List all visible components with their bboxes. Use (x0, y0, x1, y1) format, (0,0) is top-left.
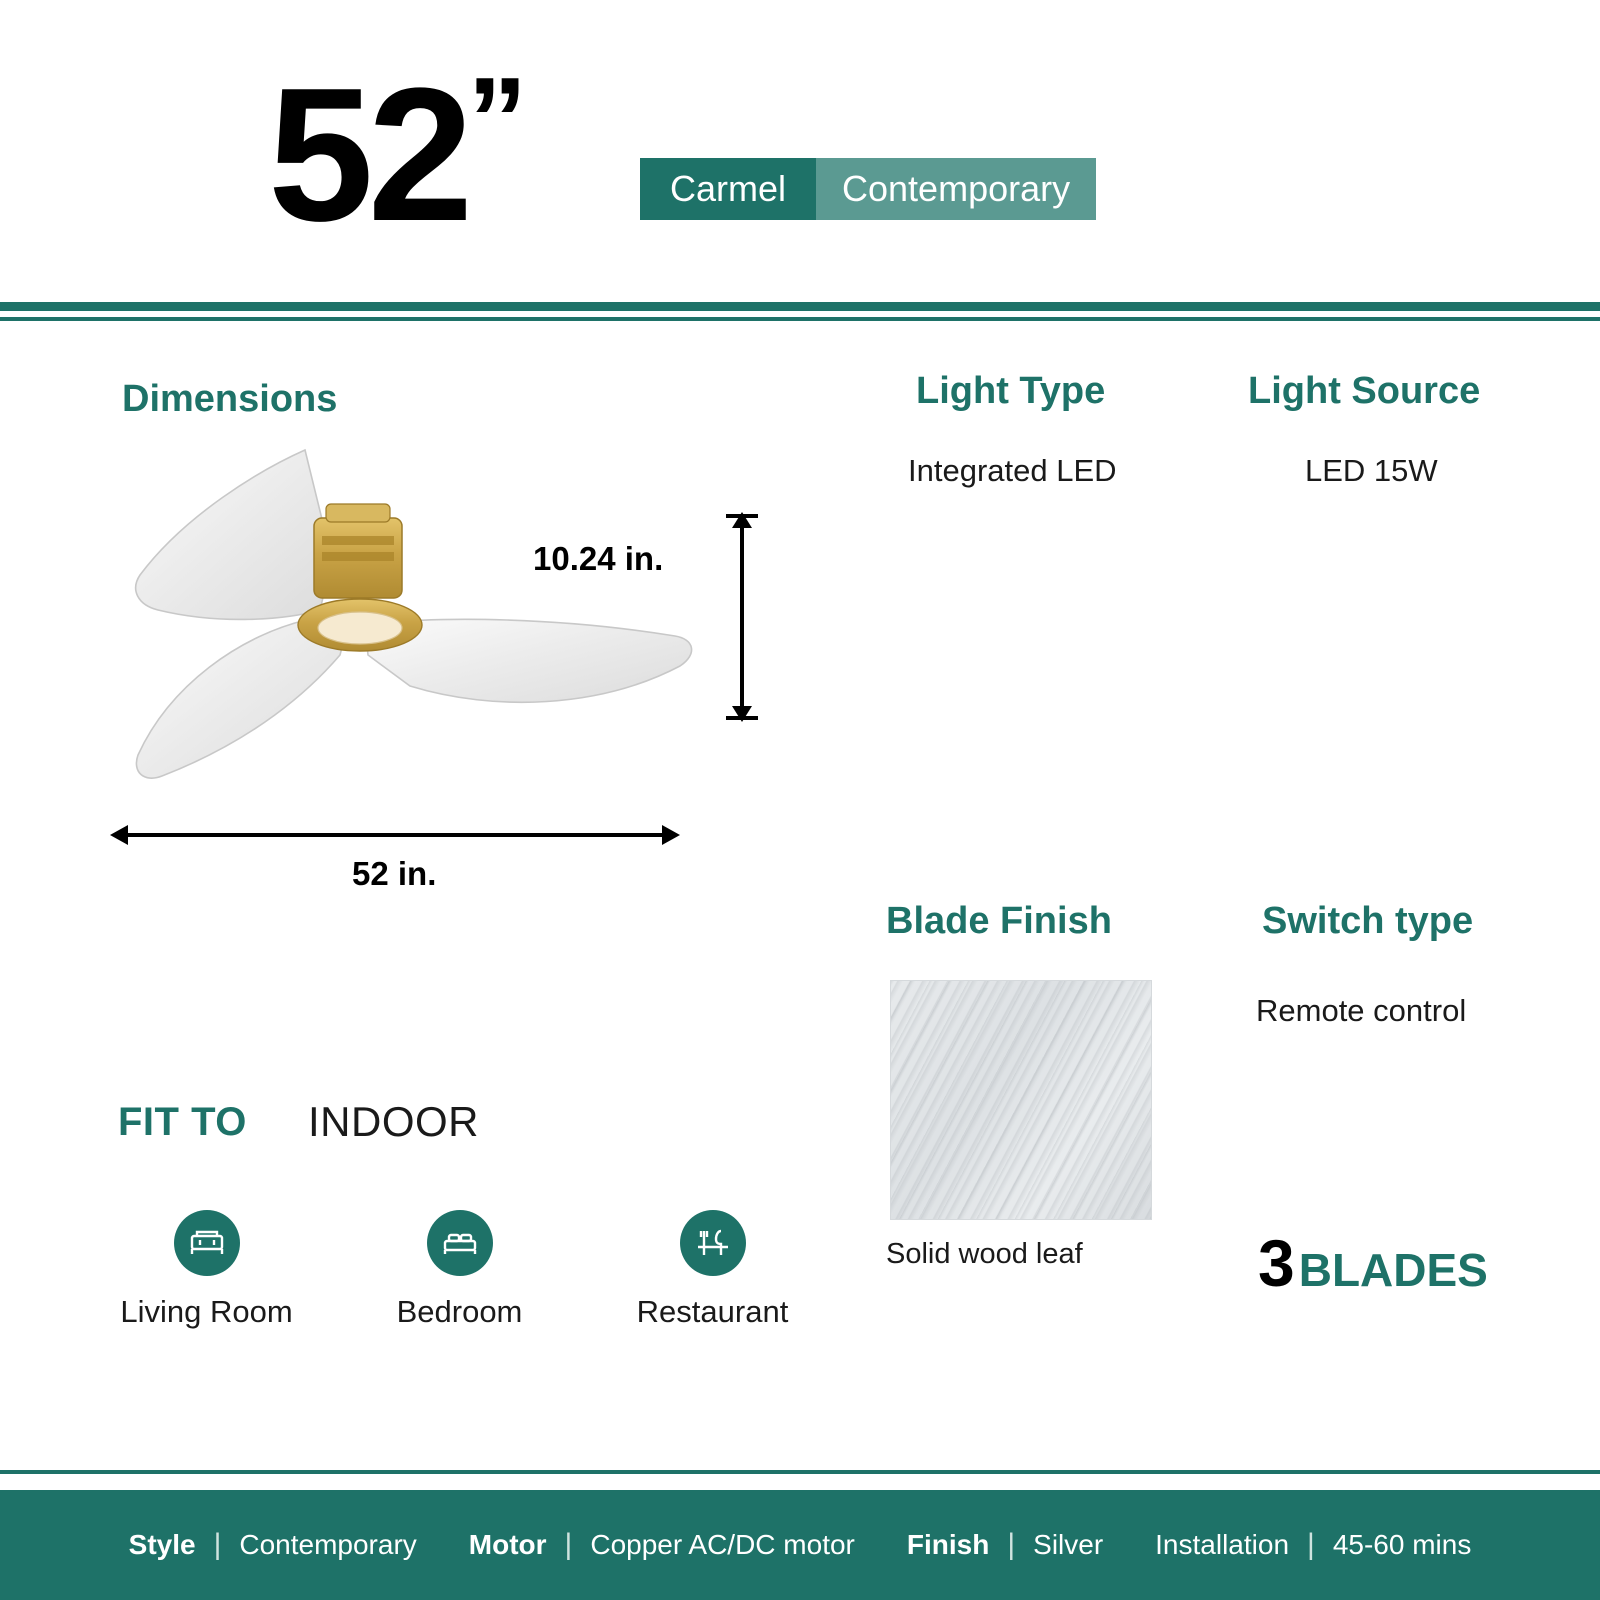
restaurant-icon (680, 1210, 746, 1276)
ceiling-fan-image (110, 440, 710, 810)
height-dimension-label: 10.24 in. (533, 540, 664, 577)
footer-value: Contemporary (239, 1529, 417, 1560)
footer-separator: | (564, 1528, 573, 1561)
footer-key: Motor (468, 1529, 547, 1560)
room-list (80, 1210, 840, 1330)
fan-illustration (110, 440, 710, 810)
room-item-bedroom (333, 1210, 586, 1330)
fan-size-number: 52 (268, 49, 468, 261)
bed-icon (427, 1210, 493, 1276)
footer-separator: | (213, 1528, 222, 1561)
width-dimension-label: 52 in. (352, 855, 437, 892)
footer-value: Copper AC/DC motor (590, 1529, 855, 1560)
footer-key: Installation (1155, 1529, 1290, 1560)
footer-divider (0, 1470, 1600, 1474)
footer-value: Silver (1033, 1529, 1104, 1560)
footer-separator: | (1007, 1528, 1016, 1561)
room-item-living-room (80, 1210, 333, 1330)
light-source-title: Light Source (1248, 370, 1481, 412)
room-item-restaurant (586, 1210, 839, 1330)
fan-size-heading (268, 49, 528, 261)
blade-finish-caption: Solid wood leaf (886, 1238, 1083, 1270)
light-source-value: LED 15W (1305, 453, 1438, 488)
header (0, 0, 1600, 300)
light-type-title: Light Type (916, 370, 1106, 412)
footer-value: 45-60 mins (1332, 1529, 1472, 1560)
fit-to-label: FIT TO (118, 1100, 247, 1144)
dimensions-title: Dimensions (122, 378, 338, 420)
blade-count-word: BLADES (1298, 1244, 1488, 1296)
height-dimension-arrow (722, 512, 762, 722)
footer-item-style (129, 1528, 417, 1562)
fit-to-value: INDOOR (308, 1098, 479, 1145)
switch-type-value: Remote control (1256, 993, 1467, 1028)
main-content (0, 330, 1600, 1430)
blade-count-number: 3 (1258, 1226, 1295, 1300)
light-type-value: Integrated LED (908, 453, 1117, 488)
room-label: Living Room (120, 1294, 293, 1329)
blade-finish-title: Blade Finish (886, 900, 1112, 942)
switch-type-title: Switch type (1262, 900, 1474, 942)
room-label: Bedroom (396, 1294, 523, 1329)
sofa-icon (174, 1210, 240, 1276)
footer-key: Finish (906, 1529, 990, 1560)
header-divider-thin (0, 317, 1600, 321)
room-label: Restaurant (636, 1294, 789, 1329)
blade-count (1258, 1226, 1488, 1300)
header-divider-thick (0, 302, 1600, 311)
fan-size-unit: ” (467, 53, 528, 187)
blade-finish-swatch (890, 980, 1152, 1220)
footer-separator: | (1307, 1528, 1315, 1561)
style-label: Contemporary (816, 158, 1096, 220)
brand-label: Carmel (640, 158, 816, 220)
footer-item-installation (1155, 1528, 1471, 1562)
product-name-bar (640, 158, 1096, 220)
footer-spec-bar (0, 1490, 1600, 1600)
footer-key: Style (128, 1529, 196, 1560)
footer-item-finish (907, 1528, 1103, 1562)
footer-item-motor (469, 1528, 855, 1562)
width-dimension-arrow (110, 820, 680, 850)
